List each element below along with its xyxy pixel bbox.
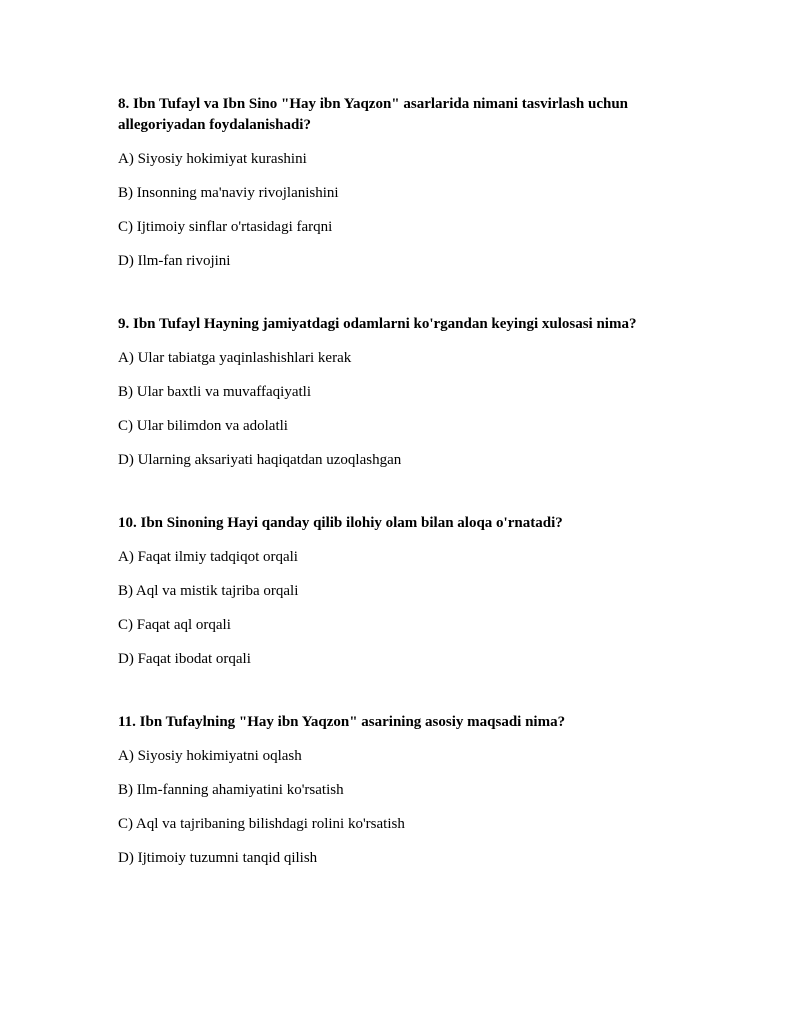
option-a: A) Faqat ilmiy tadqiqot orqali — [118, 549, 298, 565]
option-d: D) Ijtimoiy tuzumni tanqid qilish — [118, 850, 318, 866]
option-b: B) Insonning ma'naviy rivojlanishini — [118, 185, 339, 201]
option-c: C) Faqat aql orqali — [118, 617, 231, 633]
question-8 — [118, 94, 678, 272]
question-text: 9. Ibn Tufayl Hayning jamiyatdagi odamlarni ko'rgandan keyingi xulosasi nima? — [118, 316, 637, 332]
option-c: C) Ular bilimdon va adolatli — [118, 418, 288, 434]
option-b: B) Aql va mistik tajriba orqali — [118, 583, 299, 599]
question-11 — [118, 712, 678, 869]
option-b: B) Ilm-fanning ahamiyatini ko'rsatish — [118, 782, 344, 798]
option-c: C) Ijtimoiy sinflar o'rtasidagi farqni — [118, 219, 333, 235]
question-10 — [118, 513, 678, 670]
option-d: D) Ilm-fan rivojini — [118, 253, 231, 269]
question-text: 11. Ibn Tufaylning "Hay ibn Yaqzon" asarining asosiy maqsadi nima? — [118, 714, 566, 730]
question-text: 8. Ibn Tufayl va Ibn Sino "Hay ibn Yaqzon" asarlarida nimani tasvirlash uchun allegoriyadan foydalanishadi? — [118, 96, 629, 133]
option-c: C) Aql va tajribaning bilishdagi rolini ko'rsatish — [118, 816, 405, 832]
option-a: A) Siyosiy hokimiyatni oqlash — [118, 748, 302, 764]
option-b: B) Ular baxtli va muvaffaqiyatli — [118, 384, 312, 400]
question-text: 10. Ibn Sinoning Hayi qanday qilib ilohiy olam bilan aloqa o'rnatadi? — [118, 515, 563, 531]
option-a: A) Ular tabiatga yaqinlashishlari kerak — [118, 350, 352, 366]
document-page — [118, 94, 678, 869]
option-d: D) Ularning aksariyati haqiqatdan uzoqlashgan — [118, 452, 402, 468]
option-d: D) Faqat ibodat orqali — [118, 651, 251, 667]
question-9 — [118, 314, 678, 471]
option-a: A) Siyosiy hokimiyat kurashini — [118, 151, 307, 167]
